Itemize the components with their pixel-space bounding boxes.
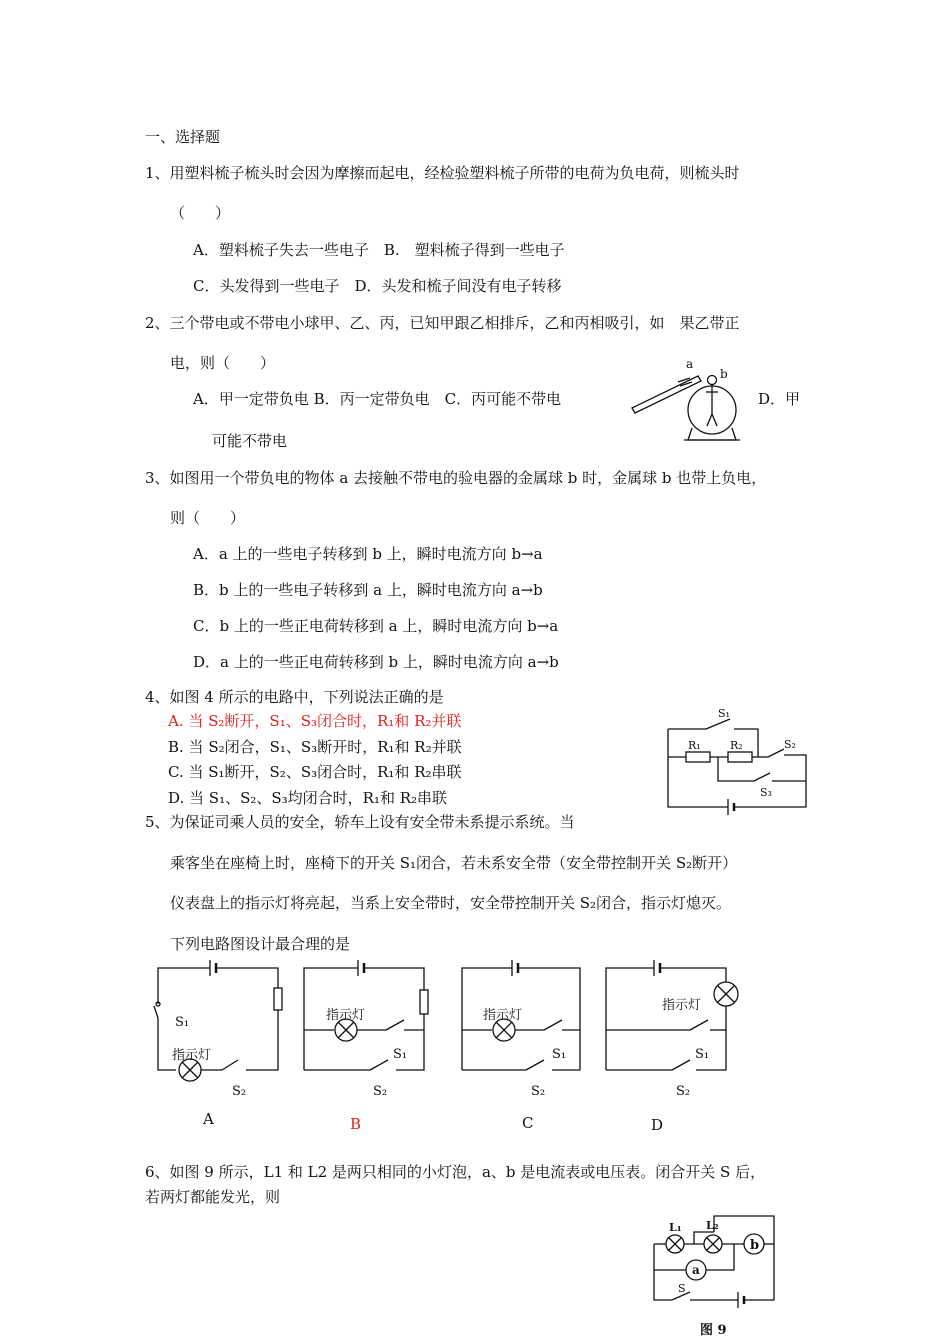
q6-stem: 6、如图 9 所示，L1 和 L2 是两只相同的小灯泡，a、b 是电流表或电压表。闭合开关 S 后， [145,1163,766,1181]
q4-option-a: A. 当 S₂断开，S₁、S₃闭合时，R₁和 R₂并联 [168,712,462,730]
q3-stem: 3、如图用一个带负电的物体 a 去接触不带电的验电器的金属球 b 时，金属球 b 也带上负电， [145,469,767,487]
q3-stem-cont: 则（ ） [170,509,246,527]
resistor [274,988,282,1010]
label-s2: S₂ [784,738,796,751]
wire [660,968,726,982]
circuit-a [150,960,290,1100]
q2-stem: 2、三个带电或不带电小球甲、乙、丙，已知甲跟乙相排斥，乙和丙相吸引，如 果乙带正 [145,314,740,332]
label-b: b [720,367,728,381]
q1-stem: 1、用塑料梳子梳头时会因为摩擦而起电，经检验塑料梳子所带的电荷为负电荷，则梳头时 [145,164,740,182]
label-s3: S₃ [760,786,772,799]
resistor-r1 [686,752,710,762]
switch-s1 [154,1006,158,1018]
circuit-d-s2-label: S₂ [676,1084,691,1099]
choice-a-label: A [203,1110,214,1128]
lamp-cross [718,986,734,1002]
switch-s1 [526,1060,544,1070]
q4-option-b: B. 当 S₂闭合，S₁、S₃断开时，R₁和 R₂并联 [168,738,462,756]
wire [606,968,654,1070]
wire [216,968,278,988]
switch-s1 [706,719,730,729]
label-b: b [750,1238,760,1253]
q2-stem-cont: 电，则（ ） [170,354,276,372]
circuit-d-s1-label: S₁ [695,1047,710,1062]
label-s1: S₁ [718,707,730,720]
q1-options-line1: A．塑料梳子失去一些电子 B. 塑料梳子得到一些电子 [193,241,565,259]
q5-stem: 5、为保证司乘人员的安全，轿车上设有安全带未系提示系统。当 [145,813,575,831]
switch-s1 [672,1060,690,1070]
q1-blank: （ ） [170,204,231,222]
circuit-a-s2-label: S₂ [232,1084,247,1099]
resistor [420,990,428,1014]
circuit-a-lamp-label: 指示灯 [172,1048,212,1063]
wire [654,1244,672,1300]
choice-b-label: B [350,1115,362,1133]
q4-stem: 4、如图 4 所示的电路中，下列说法正确的是 [145,688,444,706]
label-s: S [678,1282,686,1295]
wire [246,1010,278,1070]
label-r2: R₂ [730,739,743,752]
q2-options-line: A．甲一定带负电 B．丙一定带负电 C．丙可能不带电 [193,390,562,408]
q5-line4: 下列电路图设计最合理的是 [170,935,351,953]
leaves [707,414,717,426]
label-l2: L₂ [706,1219,719,1232]
wire [714,1216,774,1300]
label-l1: L₁ [669,1221,682,1234]
figure-9-caption: 图 9 [700,1323,727,1338]
q3-option-a: A．a 上的一些电子转移到 b 上，瞬时电流方向 b→a [193,545,543,563]
q2-option-d-start: D．甲 [758,390,801,408]
switch-s2 [690,1020,708,1030]
switch-s2 [768,749,784,757]
lamp-cross [707,1238,719,1250]
q4-option-d: D. 当 S₁、S₂、S₃均闭合时，R₁和 R₂串联 [168,789,448,807]
circuit-b-s1-label: S₁ [393,1047,408,1062]
electroscope-figure [628,352,740,444]
section-title: 一、选择题 [145,128,221,146]
q5-line2: 乘客坐在座椅上时，座椅下的开关 S₁闭合，若未系安全带（安全带控制开关 S₂断开） [170,854,738,872]
circuit-b-s2-label: S₂ [373,1084,388,1099]
circuit-c-lamp-label: 指示灯 [483,1008,523,1023]
circuit-b [300,960,440,1100]
resistor-r2 [728,752,752,762]
figure-9-circuit [650,1212,780,1337]
switch-s1 [370,1060,388,1070]
wire [718,757,754,781]
q3-option-b: B．b 上的一些电子转移到 a 上，瞬时电流方向 a→b [193,581,543,599]
choice-c-label: C [522,1114,534,1132]
q1-options-line2: C．头发得到一些电子 D．头发和梳子间没有电子转移 [193,277,562,295]
label-a: a [692,1263,700,1277]
switch-s2 [386,1020,404,1030]
wire [158,968,210,1004]
metal-ball [708,376,717,385]
switch-s2 [544,1020,562,1030]
q6-stem-cont: 若两灯都能发光，则 [145,1188,281,1206]
label-r1: R₁ [688,739,701,752]
q3-option-c: C．b 上的一些正电荷转移到 a 上，瞬时电流方向 b→a [193,617,559,635]
circuit-d-lamp-label: 指示灯 [662,998,702,1013]
charged-rod [632,376,701,413]
circuit-c [456,960,596,1100]
q5-line3: 仪表盘上的指示灯将亮起，当系上安全带时，安全带控制开关 S₂闭合，指示灯熄灭。 [170,894,732,912]
circuit-b-lamp-label: 指示灯 [326,1008,366,1023]
figure-4-circuit [660,705,810,815]
choice-d-label: D [651,1116,664,1134]
wire [706,1244,734,1270]
label-a: a [686,357,694,371]
circuit-a-s1-label: S₁ [175,1015,190,1030]
circuit-c-s2-label: S₂ [531,1084,546,1099]
lamp-cross [669,1238,681,1250]
switch-s3 [754,773,770,781]
wire [518,968,580,1070]
wire [364,968,424,990]
circuit-d [600,960,745,1100]
circuit-c-s1-label: S₁ [552,1047,567,1062]
switch-s2 [222,1060,238,1070]
q4-option-c: C. 当 S₁断开，S₂、S₃闭合时，R₁和 R₂串联 [168,763,462,781]
q3-option-d: D．a 上的一些正电荷转移到 b 上，瞬时电流方向 a→b [193,653,559,671]
q2-option-d-end: 可能不带电 [212,432,288,450]
